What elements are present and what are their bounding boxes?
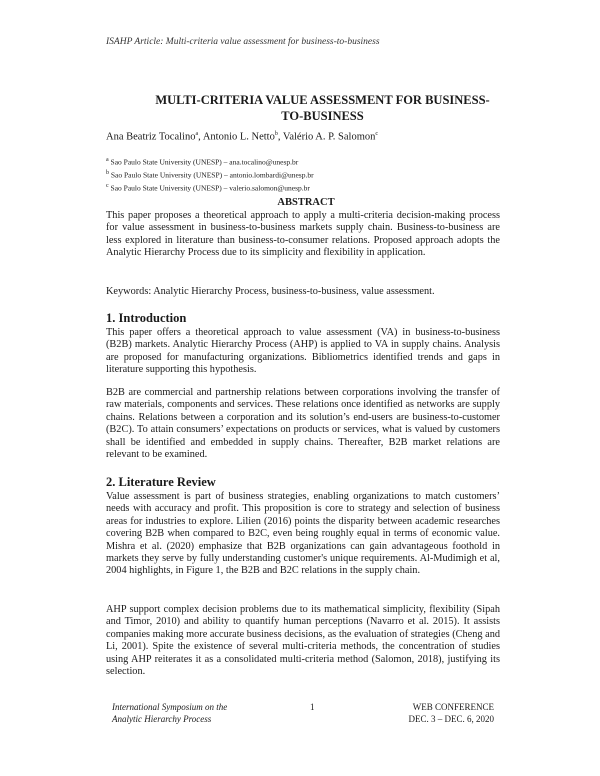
literature-paragraph: AHP support complex decision problems due to its mathematical simplicity, flexibility (Sipah and Timor, 2010) and ability to quantify human perceptions (Navarro et al. 2015). It assists companies making more accurate business decisions, as the evaluation of strategies (Cheng and Li, 2001). Spite the existence of several multi-criteria methods, the concentration of studies using AHP reiterates it as a consolidated multi-criteria method (Salomon, 2018), justifying its selection. xyxy=(106,604,500,678)
affiliation-mark: b xyxy=(106,170,109,176)
running-header: ISAHP Article: Multi-criteria value assessment for business-to-business xyxy=(106,37,380,47)
abstract-heading: ABSTRACT xyxy=(277,197,335,208)
affiliation-text: Sao Paulo State University (UNESP) – valerio.salomon@unesp.br xyxy=(108,183,310,193)
introduction-paragraph: This paper offers a theoretical approach to value assessment (VA) in business-to-business (B2B) markets. Analytic Hierarchy Process (AHP) is applied to VA in supply chains. Analysis are proposed for manufacturing organizations. Bibliometrics identified trends and gaps in literature supporting this hypothesis. xyxy=(106,327,500,376)
footer-conference-name xyxy=(112,702,227,725)
affiliation-text: Sao Paulo State University (UNESP) – antonio.lombardi@unesp.br xyxy=(109,170,314,180)
footer-left-line-1: International Symposium on the xyxy=(112,702,228,712)
author-list: Ana Beatriz Tocalino$^a$, Antonio L. Netto$^b$, Valério A. P. Salomon$^c$ xyxy=(106,131,379,143)
footer-conference-date xyxy=(394,702,494,725)
section-heading-literature-review: 2. Literature Review xyxy=(106,475,216,489)
affiliation-mark: c xyxy=(106,183,109,189)
paper-title xyxy=(140,92,505,124)
footer-right-line-2: DEC. 3 – DEC. 6, 2020 xyxy=(408,713,494,724)
literature-paragraph: Value assessment is part of business strategies, enabling organizations to match customers’ needs with accuracy and profit. This proposition is core to strategy and selection of business areas for industries to explore. Lilien (2016) points the disparity between academic researches covering B2B when compared to B2C, even being roughly equal in terms of economic value. Mishra et al. (2020) emphasize that B2B organizations can gain advantageous foothold in markets they serve by fully understanding customer's unique requirements. Al-Mudimigh et al, 2004 highlights, in Figure 1, the B2B and B2C relations in the supply chain. xyxy=(106,491,500,577)
footer-left-line-2: Analytic Hierarchy Process xyxy=(112,713,212,724)
author-name: Ana Beatriz Tocalino xyxy=(106,131,196,143)
author-mark: a xyxy=(195,131,199,137)
footer-right-line-1: WEB CONFERENCE xyxy=(412,702,494,712)
section-heading-introduction: 1. Introduction xyxy=(106,311,187,325)
affiliation-mark: a xyxy=(106,157,109,163)
affiliation-text: Sao Paulo State University (UNESP) – ana.tocalino@unesp.br xyxy=(108,157,299,167)
abstract-text: This paper proposes a theoretical approach to apply a multi-criteria decision-making process for value assessment in business-to-business markets supply chain. Business-to-business are less explored in literature than business-to-consumer relations. Proposed approach adopts the Analytic Hierarchy Process due to its simplicity and flexibility in application. xyxy=(106,210,500,259)
title-line-1: MULTI-CRITERIA VALUE ASSESSMENT FOR BUSINESS- xyxy=(155,93,490,107)
affiliation-line xyxy=(106,168,314,181)
keywords: Keywords: Analytic Hierarchy Process, business-to-business, value assessment. xyxy=(106,286,435,297)
introduction-paragraph: B2B are commercial and partnership relations between corporations involving the transfer of raw materials, components and services. These relations once identified as networks are supply chains. Relations between a corporation and its solution’s end-users are business-to-customer (B2C). To attain consumers’ expectations on products or services, what is valued by customers shall be identified and embedded in supply chains. Thereafter, B2B market relations are relevant to be examined. xyxy=(106,387,500,461)
author-name: Antonio L. Netto xyxy=(202,131,275,143)
page-number: 1 xyxy=(310,702,315,712)
author-mark: b xyxy=(274,131,278,137)
affiliations xyxy=(106,155,314,194)
author-name: Valério A. P. Salomon xyxy=(282,131,376,143)
affiliation-line xyxy=(106,181,314,194)
author-mark: c xyxy=(375,131,379,137)
affiliation-line xyxy=(106,155,314,168)
title-line-2: TO-BUSINESS xyxy=(281,109,364,123)
